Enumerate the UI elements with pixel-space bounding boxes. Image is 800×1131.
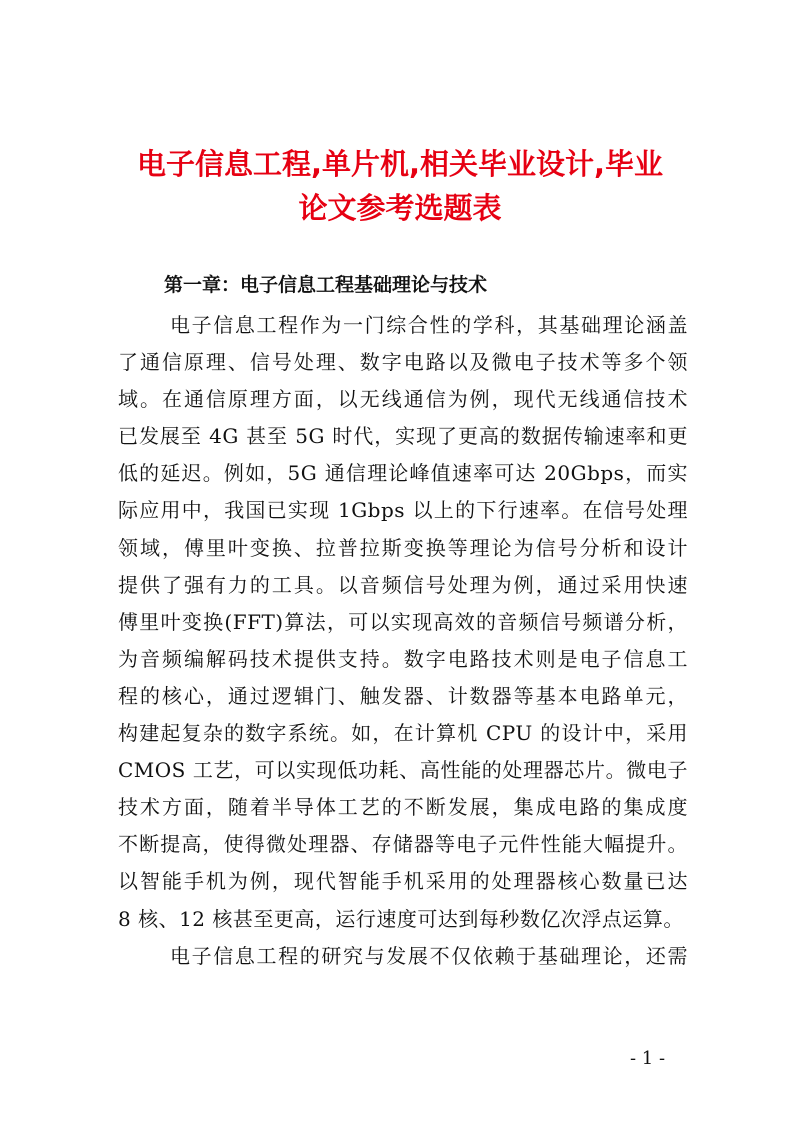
- title-line-2: 论文参考选题表: [298, 191, 502, 225]
- text-line: 电子信息工程作为一门综合性的学科，其基础理论涵盖: [170, 313, 688, 337]
- text-line: 域。在通信原理方面，以无线通信为例，现代无线通信技术: [118, 387, 688, 412]
- page-number: - 1 -: [630, 1048, 666, 1069]
- text-line: 为音频编解码技术提供支持。数字电路技术则是电子信息工: [118, 646, 688, 671]
- text-line: 8 核、12 核甚至更高，运行速度可达到每秒数亿次浮点运算。: [118, 906, 684, 931]
- document-title: [110, 142, 690, 230]
- text-line: 傅里叶变换(FFT)算法，可以实现高效的音频信号频谱分析，: [118, 609, 688, 634]
- text-line: 不断提高，使得微处理器、存储器等电子元件性能大幅提升。: [118, 832, 688, 857]
- body-text: [118, 307, 688, 975]
- text-line: 以智能手机为例，现代智能手机采用的处理器核心数量已达: [118, 869, 688, 894]
- text-line: 际应用中，我国已实现 1Gbps 以上的下行速率。在信号处理: [118, 498, 688, 523]
- text-line: 构建起复杂的数字系统。如，在计算机 CPU 的设计中，采用: [118, 721, 688, 746]
- text-line: 电子信息工程的研究与发展不仅依赖于基础理论，还需: [170, 943, 688, 968]
- text-line: 技术方面，随着半导体工艺的不断发展，集成电路的集成度: [118, 795, 688, 820]
- text-line: 了通信原理、信号处理、数字电路以及微电子技术等多个领: [118, 350, 688, 375]
- text-line: 低的延迟。例如，5G 通信理论峰值速率可达 20Gbps，而实: [118, 461, 688, 486]
- title-line-1: 电子信息工程,单片机,相关毕业设计,毕业: [136, 147, 664, 181]
- text-line: 程的核心，通过逻辑门、触发器、计数器等基本电路单元，: [118, 683, 688, 708]
- text-line: 领域，傅里叶变换、拉普拉斯变换等理论为信号分析和设计: [118, 535, 688, 560]
- text-line: CMOS 工艺，可以实现低功耗、高性能的处理器芯片。微电子: [118, 758, 688, 783]
- text-line: 已发展至 4G 甚至 5G 时代，实现了更高的数据传输速率和更: [118, 424, 688, 449]
- chapter-heading: 第一章：电子信息工程基础理论与技术: [164, 274, 488, 296]
- text-line: 提供了强有力的工具。以音频信号处理为例，通过采用快速: [118, 572, 688, 597]
